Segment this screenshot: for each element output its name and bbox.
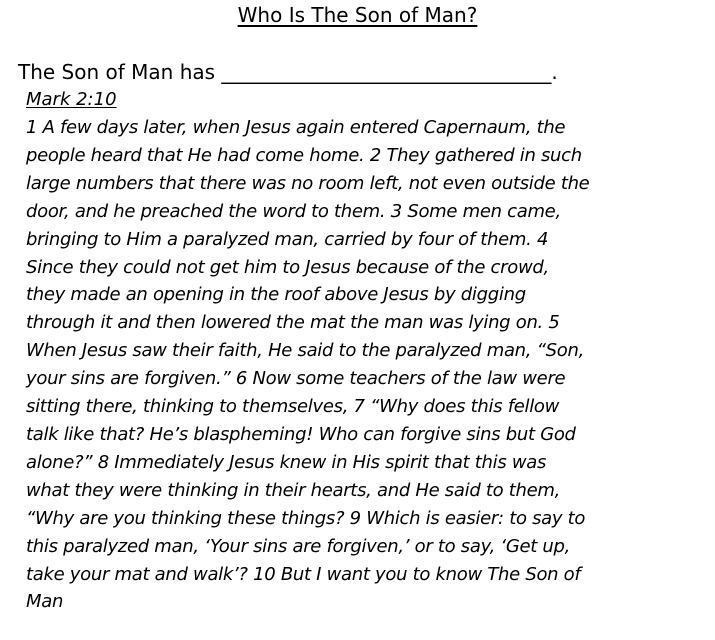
passage-line: “Why are you thinking these things? 9 Which is easier: to say to (26, 507, 586, 529)
passage-line: Man (26, 591, 64, 613)
scripture-reference: Mark 2:10 (26, 89, 117, 110)
passage-line: your sins are forgiven.” 6 Now some teachers of the law were (26, 368, 566, 390)
fill-in-blank-prompt: The Son of Man has _________________________________. (18, 60, 558, 84)
passage-line: 1 A few days later, when Jesus again entered Capernaum, the (26, 117, 566, 138)
passage-line: talk like that? He’s blaspheming! Who can forgive sins but God (26, 423, 576, 445)
passage-line: through it and then lowered the mat the man was lying on. 5 (26, 312, 560, 334)
scripture-passage (26, 114, 711, 616)
passage-line: sitting there, thinking to themselves, 7 “Why does this fellow (26, 396, 560, 418)
passage-line: what they were thinking in their hearts, and He said to them, (26, 479, 561, 501)
passage-line: large numbers that there was no room left, not even outside the (26, 172, 590, 194)
passage-line: door, and he preached the word to them. 3 Some men came, (26, 200, 561, 222)
passage-line: bringing to Him a paralyzed man, carried by four of them. 4 (26, 228, 549, 250)
passage-line: alone?” 8 Immediately Jesus knew in His spirit that this was (26, 451, 547, 473)
passage-line: people heard that He had come home. 2 They gathered in such (26, 144, 582, 166)
passage-line: this paralyzed man, ‘Your sins are forgiven,’ or to say, ‘Get up, (26, 535, 571, 557)
passage-line: take your mat and walk’? 10 But I want you to know The Son of (26, 563, 581, 585)
page-title: Who Is The Son of Man? (237, 3, 478, 27)
passage-line: When Jesus saw their faith, He said to the paralyzed man, “Son, (26, 340, 585, 362)
passage-line: they made an opening in the roof above Jesus by digging (26, 284, 526, 306)
passage-line: Since they could not get him to Jesus because of the crowd, (26, 256, 549, 278)
